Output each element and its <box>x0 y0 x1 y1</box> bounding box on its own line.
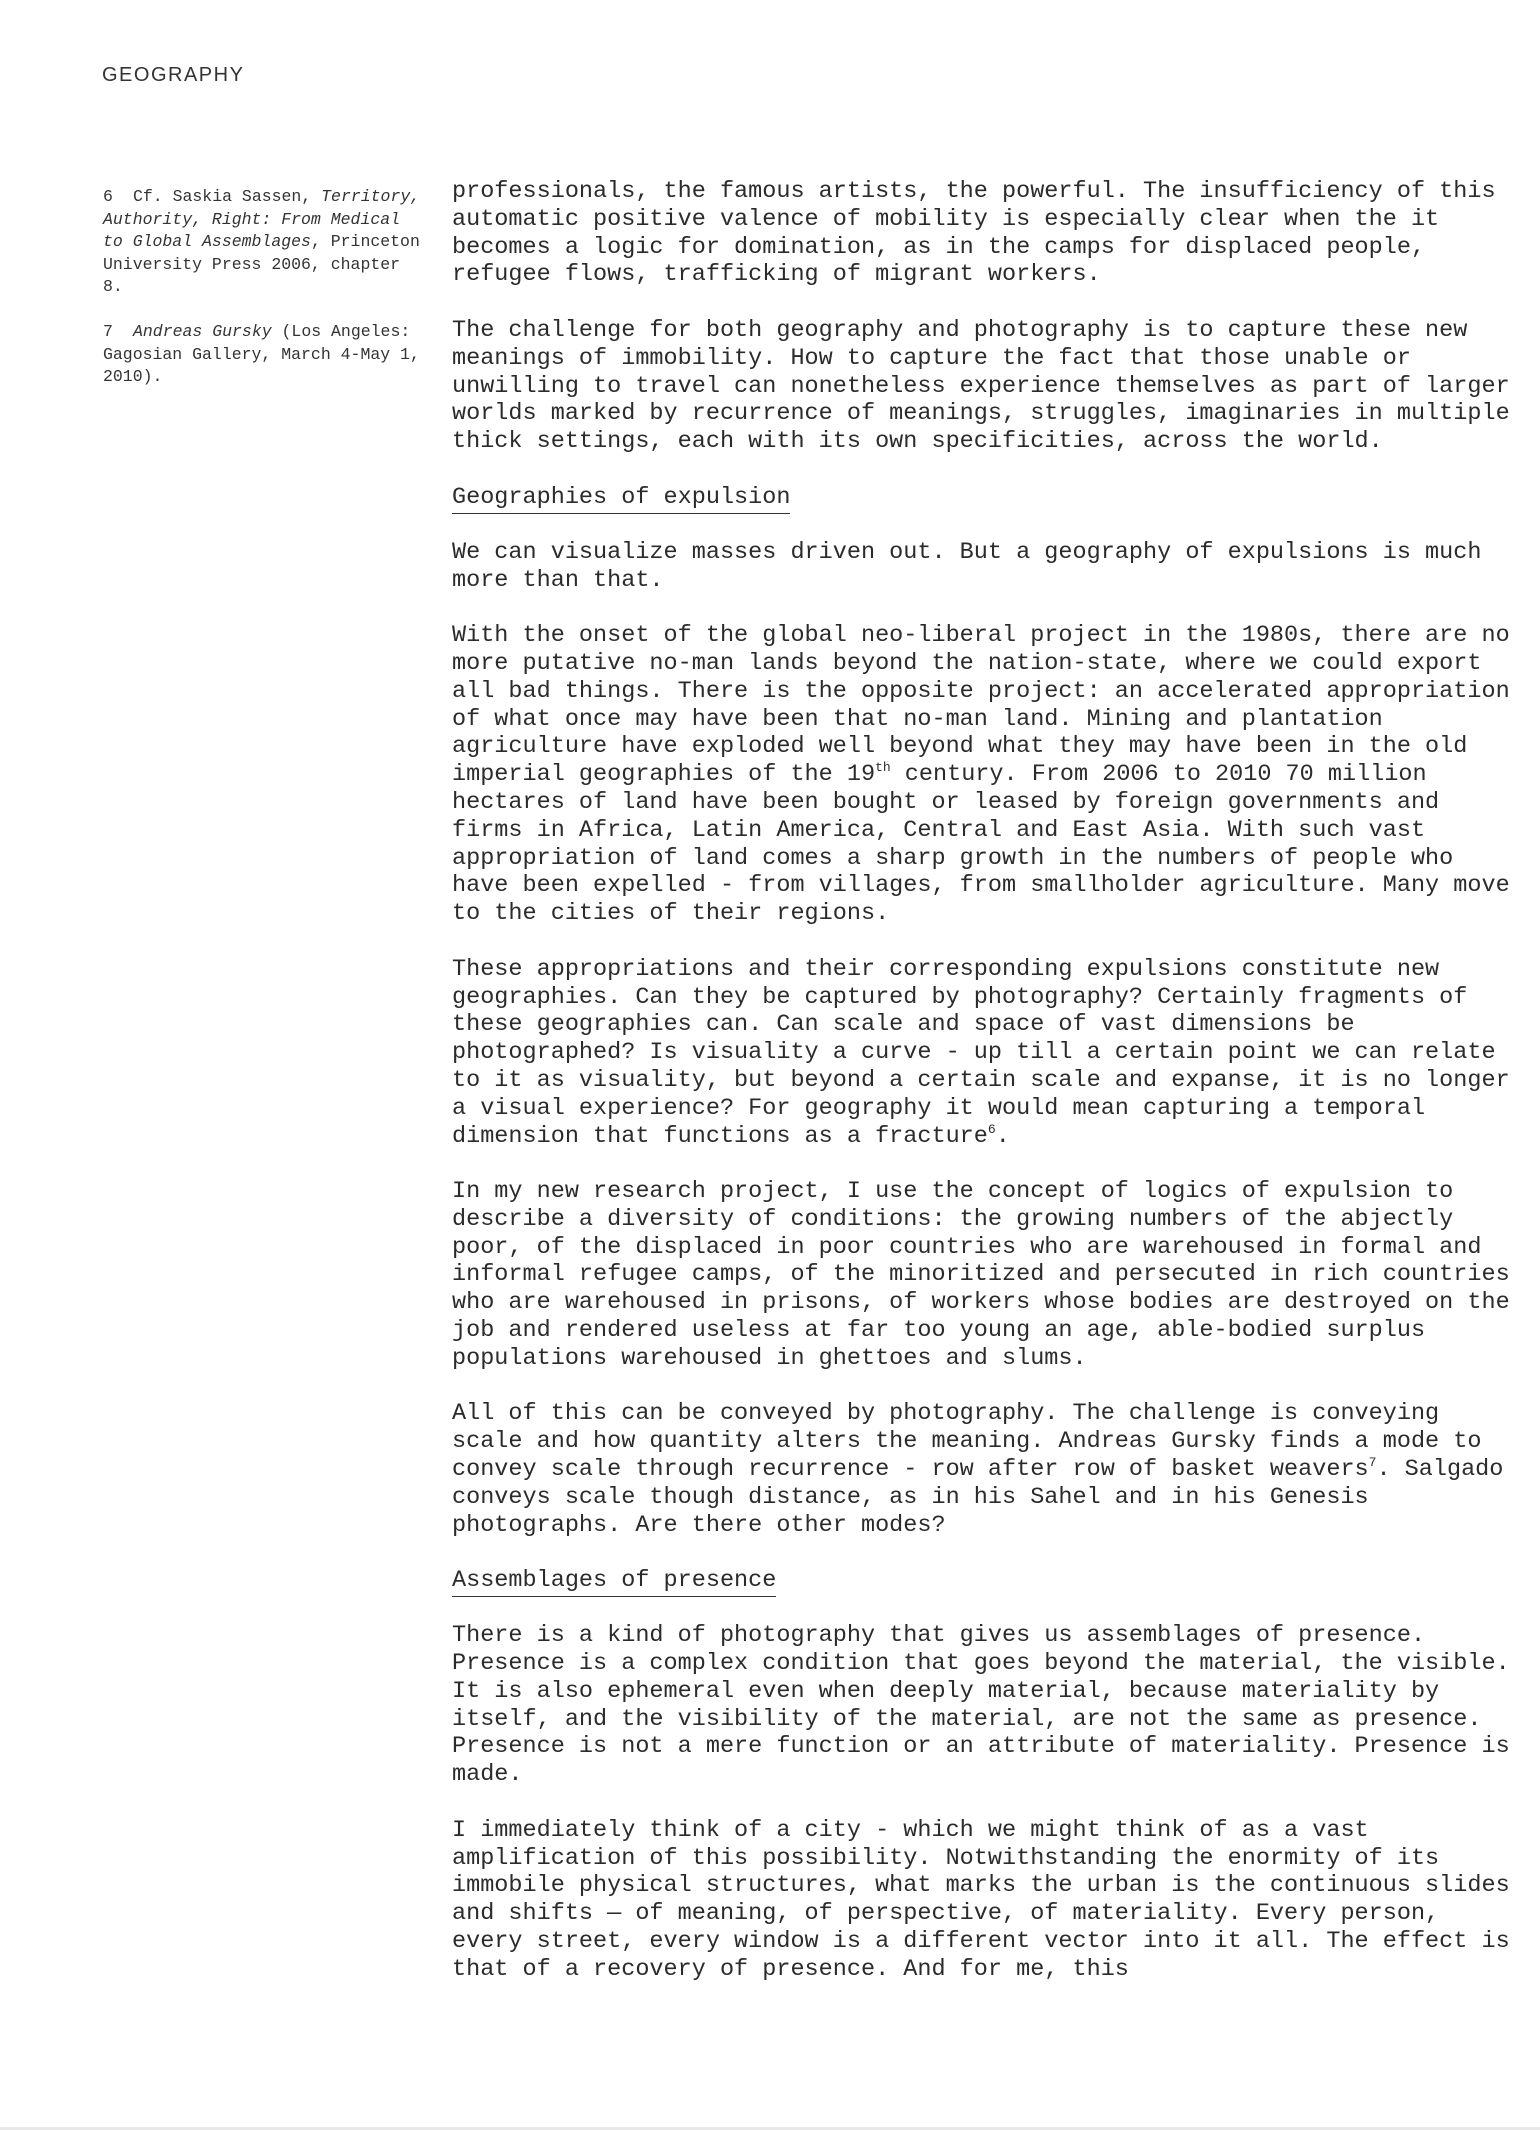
footnote-number: 7 <box>103 321 113 341</box>
footnote-text: (Los Angeles: Gagosian Gallery, March 4-May 1, 2010). <box>103 321 420 387</box>
paragraph: In my new research project, I use the concept of logics of expulsion to describe a diversity of conditions: the growing numbers of the abjectly poor, of the displaced in poor countries who are warehoused in formal and informal refugee camps, of the minoritized and persecuted in rich countries who are warehoused in prisons, of workers whose bodies are destroyed on the job and rendered useless at far too young an age, able-bodied surplus populations warehoused in ghettoes and slums. <box>452 1178 1510 1372</box>
paragraph: We can visualize masses driven out. But a geography of expulsions is much more than that. <box>452 538 1482 594</box>
footnote-title: Territory, Authority, Right: From Medical to Global Assemblages <box>103 187 421 252</box>
footnote-text: Cf. Saskia Sassen, <box>133 187 322 206</box>
running-head: GEOGRAPHY <box>102 64 245 86</box>
paragraph: There is a kind of photography that gives us assemblages of presence. Presence is a complex condition that goes beyond the material, the visible. It is also ephemeral even when deeply material, because materiality by itself, and the visibility of the material, are not the same as presence. Presence is not a mere function or an attribute of materiality. Presence is made. <box>452 1622 1510 1789</box>
superscript: th <box>875 760 891 776</box>
paragraph-text: With the onset of the global neo-liberal project in the 1980s, there are no more putative no-man lands beyond the nation-state, where we could export all bad things. There is the opposite project: an accelerated appropriation of what once may have been that no-man land. Mining and plantation agriculture have exploded well beyond what they may have been in the old imperial geographies of the 19 <box>452 622 1510 789</box>
paragraph <box>452 622 1512 928</box>
paragraph-text: century. From 2006 to 2010 70 million hectares of land have been bought or leased by foreign governments and firms in Africa, Latin America, Central and East Asia. With such vast appropriation of land comes a sharp growth in the numbers of people who have been expelled - from villages, from smallholder agriculture. Many move to the cities of their regions. <box>452 761 1510 928</box>
paragraph-text: . Salgado conveys scale though distance, as in his Sahel and in his Genesis photographs. Are there other modes? <box>452 1456 1504 1539</box>
footnote-title: Andreas Gursky <box>133 321 272 341</box>
paragraph: professionals, the famous artists, the powerful. The insufficiency of this automatic positive valence of mobility is especially clear when the it becomes a logic for domination, as in the camps for displaced people, refugee flows, trafficking of migrant workers. <box>452 178 1496 289</box>
paragraph <box>452 956 1512 1151</box>
paragraph <box>452 1400 1512 1539</box>
footnotes-column <box>103 186 423 411</box>
footnote-number: 6 <box>103 187 113 206</box>
paragraph: The challenge for both geography and photography is to capture these new meanings of immobility. How to capture the fact that those unable or unwilling to travel can nonetheless experience themselves as part of larger worlds marked by recurrence of meanings, struggles, imaginaries in multiple thick settings, each with its own specificities, across the world. <box>452 316 1510 456</box>
paragraph-text: All of this can be conveyed by photography. The challenge is conveying scale and how quantity alters the meaning. Andreas Gursky finds a mode to convey scale through recurrence - row after row of basket weavers <box>452 1400 1482 1484</box>
footnote-ref-6: 6 <box>987 1121 996 1137</box>
section-heading-expulsion: Geographies of expulsion <box>452 484 790 514</box>
footnote-7 <box>103 321 423 389</box>
paragraph-text: . <box>995 1122 1010 1150</box>
paragraph: I immediately think of a city - which we might think of as a vast amplification of this possibility. Notwithstanding the enormity of its immobile physical structures, what marks the urban is the continuous slides and shifts — of meaning, of perspective, of materiality. Every person, every street, every window is a different vector into it all. The effect is that of a recovery of presence. And for me, this <box>452 1816 1510 1983</box>
paragraph-text: These appropriations and their corresponding expulsions constitute new geographies. Can they be captured by photography? Certainly fragments of these geographies can. Can scale and space of vast dimensions be photographed? Is visuality a curve - up till a certain point we can relate to it as visuality, but beyond a certain scale and expanse, it is no longer a visual experience? For geography it would mean capturing a temporal dimension that functions as a fracture <box>452 955 1510 1150</box>
footnote-ref-7: 7 <box>1368 1455 1377 1471</box>
footnote-6 <box>103 186 423 299</box>
body-text <box>452 178 1512 2011</box>
footnote-text: , Princeton University Press 2006, chapter 8. <box>103 232 420 297</box>
section-heading-presence: Assemblages of presence <box>452 1567 776 1597</box>
